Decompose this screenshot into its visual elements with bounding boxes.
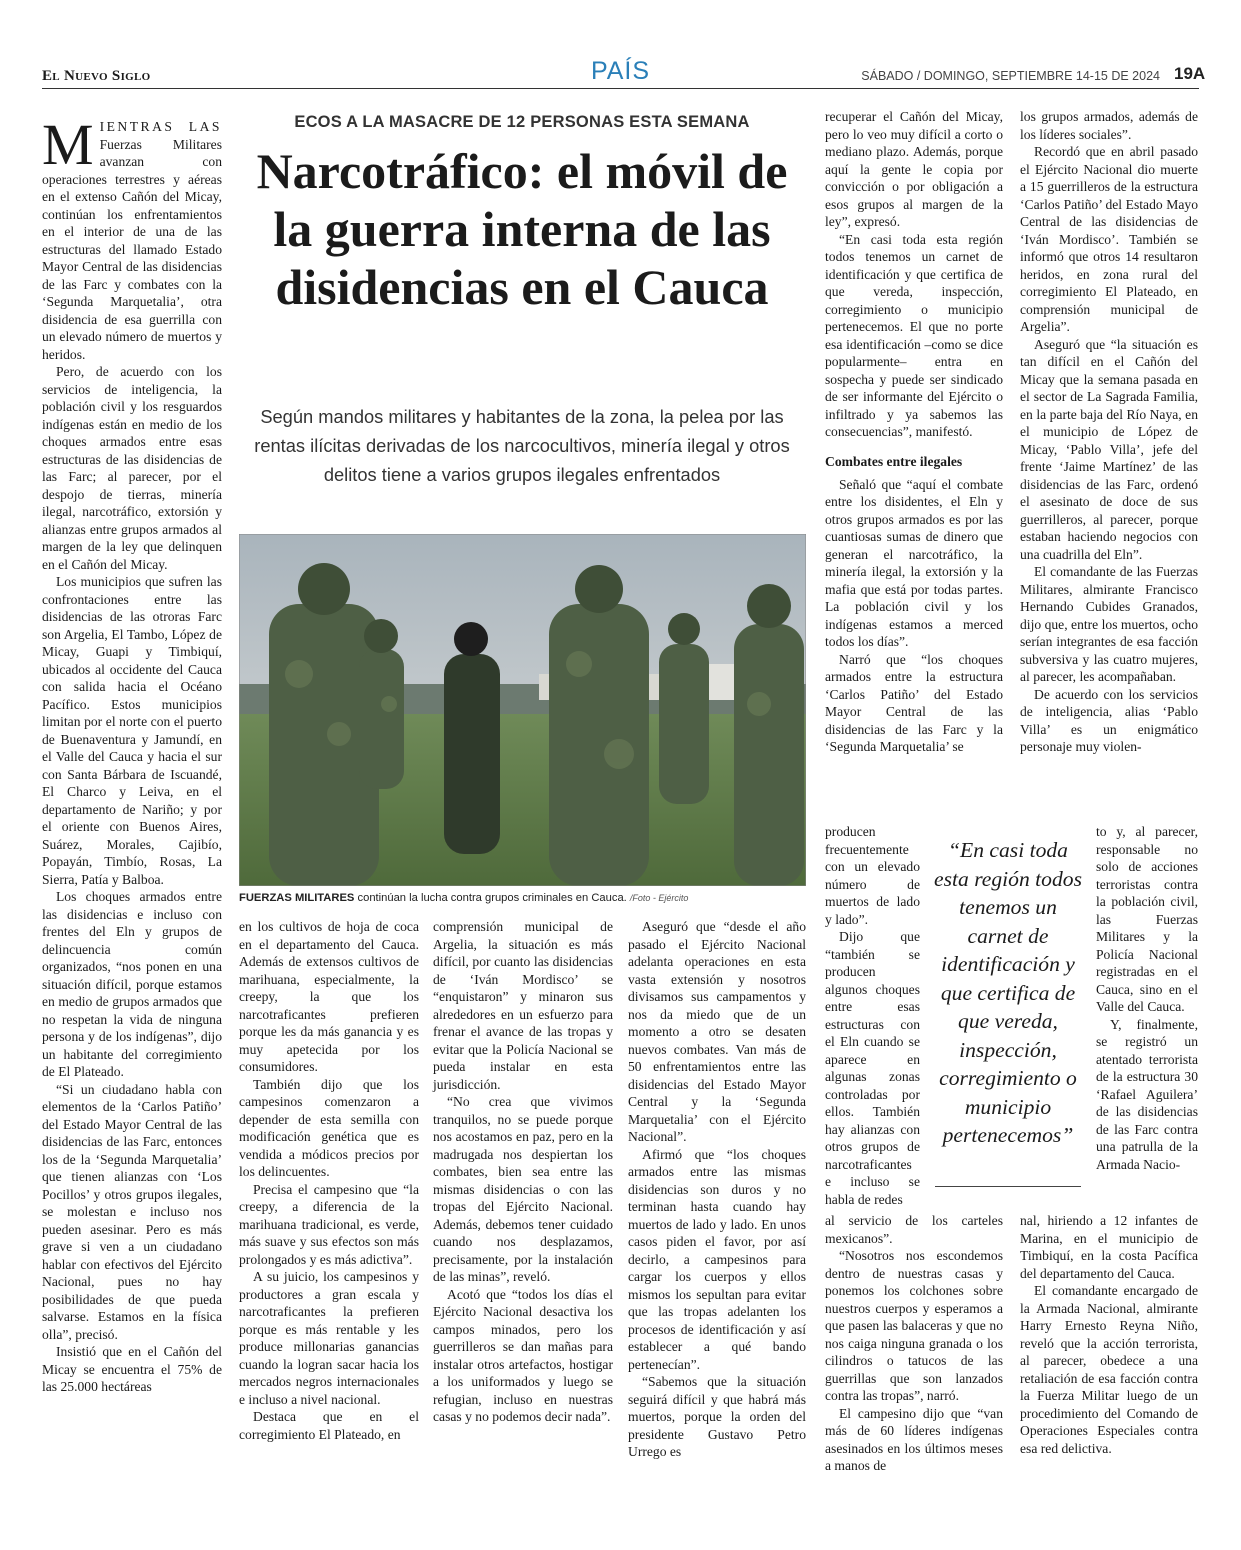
header-rule [42, 88, 1199, 89]
paragraph: recuperar el Cañón del Micay, pero lo veo muy difícil a corto o mediano plazo. Además, porque aquí la gente le copia por convicción o por obligación a esos grupos al margen de la ley”, expresó. [825, 109, 1003, 229]
dateline: SÁBADO / DOMINGO, SEPTIEMBRE 14-15 DE 2024 [861, 69, 1160, 83]
paragraph: al servicio de los carteles mexicanos”. [825, 1213, 1003, 1246]
paragraph [42, 112, 222, 363]
paragraph: El comandante encargado de la Armada Nacional, almirante Harry Ernesto Reyna Niño, reveló que la acción terrorista, al parecer, obedece a una retaliación de esa facción contra la Fuerza Militar luego de un procedimiento del Comando de Operaciones Especiales contra esa red delictiva. [1020, 1283, 1198, 1456]
paragraph: Los municipios que sufren las confrontaciones entre las disidencias de las otroras Farc son Argelia, El Tambo, López de Micay, Guapi y Timbiquí, ubicados al occidente del Cauca con salida hacia el Océano Pacífico. Estos municipios limitan por el norte con el puerto de Buenaventura y Jamundí, en el Valle del Cauca y hacia el sur con Santa Bárbara de Iscuandé, El Charco y Leiva, en el departamento de Nariño; y por el oriente con Buenos Aires, Suárez, Morales, Cajibío, Popayán, Timbío, Rosas, La Sierra, Patía y Balboa. [42, 574, 222, 887]
paragraph: en los cultivos de hoja de coca en el departamento del Cauca. Además de extensos cultivos de marihuana, especialmente, la creepy, la que los narcotraficantes prefieren porque les da más ganancia y es muy apetecida por los consumidores. [239, 919, 419, 1074]
paragraph: nal, hiriendo a 12 infantes de Marina, en el municipio de Timbiquí, en la costa Pacífica del departamento del Cauca. [1020, 1213, 1198, 1281]
paragraph: “No crea que vivimos tranquilos, no se puede porque nos acostamos en paz, pero en la madrugada nos despiertan los combates, bien sea entre las mismas disidencias o con las tropas del Ejército Nacional. Además, debemos tener cuidado cuando nos desplazamos, precisamente, por la instalación de las minas”, reveló. [433, 1094, 613, 1284]
paragraph: Destaca que en el corregimiento El Plateado, en [239, 1409, 419, 1442]
article-photo [239, 534, 806, 886]
photo-credit: /Foto - Ejército [629, 893, 689, 903]
paragraph: Aseguró que “la situación es tan difícil en el Cañón del Micay que la semana pasada en el sector de La Sagrada Familia, en la parte baja del Río Naya, en el municipio de López de Micay, ‘Pablo Villa’, jefe del frente ‘Jaime Martínez’ de las disidencias de las Farc, ordenó el asesinato de doce de sus guerrilleros, al parecer, porque estaban haciendo negocios con una cuadrilla del Eln”. [1020, 336, 1198, 562]
paragraph: “Nosotros nos escondemos dentro de nuestras casas y ponemos los colchones sobre nuestros cuerpos y esperamos a que pasen las balaceras y que no nos caiga ninguna granada o los cilindros o tatucos de las guerrillas que son lanzados contra las tropas”, narró. [825, 1248, 1003, 1403]
column-6-upper [1020, 108, 1198, 756]
paragraph: “En casi toda esta región todos tenemos un carnet de identificación y que certifica de que vereda, inspección, corregimiento o municipio pertenecemos. El que no porte esa identificación –como se dice popularmente– entra en sospecha y puede ser sindicado de ser informante del Ejército o infiltrado y ya sabemos las consecuencias”, manifestó. [825, 231, 1003, 439]
paragraph: Señaló que “aquí el combate entre los disidentes, el Eln y otros grupos armados es por las cuantiosas sumas de dinero que generan el narcotráfico, la minería ilegal, la extorsión y la mafia que está por todas partes. La población civil y los indígenas estamos a merced todos los días”. [825, 476, 1003, 649]
paragraph: Pero, de acuerdo con los servicios de inteligencia, la población civil y los resguardos indígenas están en medio de los choques armados entre esas estructuras de las disidencias de las Farc; al parecer, por el despojo de tierras, minería ilegal, narcotráfico, extorsión y alianzas entre grupos armados al margen de la ley que delinquen en el Cañón del Micay. [42, 364, 222, 572]
paragraph: “Si un ciudadano habla con elementos de la ‘Carlos Patiño’ del Estado Mayor Central de las disidencias de las Farc, entonces los de la ‘Segunda Marquetalia’ que tienen alianzas con ‘Los Pocillos’ y otros grupos ilegales, se molestan e incluso nos pueden asesinar. Pero es más grave si ven a un ciudadano hablar con efectivos del Ejército Nacional, pues no hay posibilidades de que pueda salvarse. Estamos en la física olla”, precisó. [42, 1081, 222, 1342]
pull-quote-rule [935, 1186, 1081, 1187]
paragraph: Afirmó que “los choques armados entre las mismas disidencias son duros y no terminan hasta cuando hay muertos de lado y lado. En unos casos piden el favor, por así decirlo, a campesinos para cargar los cuerpos y ellos mismos los sepultan para evitar que las tropas adelanten los procesos de identificación y así establecer a qué bando pertenecían”. [628, 1146, 806, 1372]
paragraph: los grupos armados, además de los líderes sociales”. [1020, 109, 1198, 142]
lead-caps: IENTRAS LAS [99, 119, 222, 134]
paragraph: Precisa el campesino que “la creepy, a diferencia de la marihuana tradicional, es verde, más suave y sus efectos son más prolongados y es más adictiva”. [239, 1181, 419, 1267]
column-5-upper [825, 108, 1003, 756]
caption-text: continúan la lucha contra grupos criminales en Cauca. [354, 892, 627, 904]
paragraph: Y, finalmente, se registró un atentado terrorista de la estructura 30 ‘Rafael Aguilera’ de las disidencias de las Farc contra una patrulla de la Armada Nacio- [1096, 1016, 1198, 1172]
crosshead: Combates entre ilegales [825, 453, 963, 469]
paragraph: El comandante de las Fuerzas Militares, almirante Francisco Hernando Cubides Granados, dijo que, entre los muertos, ocho serían integrantes de esa facción subversiva y las cuatro mujeres, al parecer, les acompañaban. [1020, 564, 1198, 684]
paragraph-text: Fuerzas Militares avanzan con operaciones terrestres y aéreas en el extenso Cañón del Micay, continúan los enfrentamientos en el interior de una de las estructuras del llamado Estado Mayor Central de las disidencias de las Farc y combates con la ‘Segunda Marquetalia’, otra disidencia de esa guerrilla con un elevado número de muertos y heridos. [42, 136, 222, 362]
column-5-narrow [825, 823, 920, 1208]
paragraph: A su juicio, los campesinos y productores a gran escala y narcotraficantes la prefieren porque es más rentable y les produce millonarias ganancias cuando la logran sacar hacia los mercados negros internacionales e incluso a nivel nacional. [239, 1269, 419, 1407]
paragraph: Los choques armados entre las disidencias e incluso con frentes del Eln y grupos de delincuencia común organizados, “nos ponen en una situación difícil, porque estamos en medio de grupos armados que no respetan la vida de ninguna persona y de los indígenas”, dijo un habitante del corregimiento de El Plateado. [42, 889, 222, 1079]
paragraph: “Sabemos que la situación seguirá difícil y que habrá más muertos, porque la orden del presidente Gustavo Petro Urrego es [628, 1374, 806, 1459]
kicker: ECOS A LA MASACRE DE 12 PERSONAS ESTA SEMANA [294, 113, 750, 131]
column-6-narrow [1096, 823, 1198, 1173]
caption-lead: FUERZAS MILITARES [239, 892, 355, 904]
paragraph: Recordó que en abril pasado el Ejército Nacional dio muerte a 15 guerrilleros de la estructura ‘Carlos Patiño’ del Estado Mayo Central de las disidencias de ‘Iván Mordisco’. También se informó que otros 14 resultaron heridos, en zona rural del corregimiento El Plateado, en comprensión municipal de Argelia”. [1020, 144, 1198, 334]
paragraph: También dijo que los campesinos comenzaron a depender de esta semilla con modificación genética que es vendida a módicos precios por los delincuentes. [239, 1076, 419, 1179]
paragraph: to y, al parecer, responsable no solo de acciones terroristas contra la población civil, las Fuerzas Militares y la Policía Nacional registradas en el Cauca, sino en el Valle del Cauca. [1096, 824, 1198, 1014]
paragraph: Narró que “los choques armados entre la estructura ‘Carlos Patiño’ del Estado Mayor Central de las disidencias de las Farc y la ‘Segunda Marquetalia’ se [825, 651, 1003, 754]
paragraph: Insistió que en el Cañón del Micay se encuentra el 75% de las 25.000 hectáreas [42, 1344, 222, 1394]
column-2 [239, 918, 419, 1443]
pull-quote: “En casi toda esta región todos tenemos un carnet de identificación y que certifica de que vereda, inspección, corregimiento o municipio pertenecemos” [934, 838, 1082, 1147]
paragraph: Acotó que “todos los días el Ejército Nacional desactiva los campos minados, pero los guerrilleros se dan mañas para instalar otros artefactos, hostigar a los uniformados y luego se refugian, incluso en nuestras casas y no podemos decir nada”. [433, 1286, 613, 1424]
section-label: PAÍS [590, 57, 651, 85]
column-6-lower [1020, 1212, 1198, 1457]
paragraph: comprensión municipal de Argelia, la situación es más difícil, por cuanto las disidencias de ‘Iván Mordisco’ se “enquistaron” y minaron sus alrededores en un esfuerzo para frenar el avance de las tropas y evitar que la Policía Nacional se pueda instalar en esta jurisdicción. [433, 919, 613, 1092]
paragraph: Aseguró que “desde el año pasado el Ejército Nacional adelanta operaciones en esta vasta extensión y nosotros divisamos sus campamentos y nos da miedo que de un momento a otro se desaten nuevos combates. Van más de 50 enfrentamientos entre las disidencias del Estado Mayor Central y la ‘Segunda Marquetalia’ con el Ejército Nacional”. [628, 919, 806, 1144]
paragraph: producen frecuentemente con un elevado número de muertos de lado y lado”. [825, 824, 920, 927]
paragraph: El campesino dijo que “van más de 60 líderes indígenas asesinados en los últimos meses a manos de [825, 1405, 1003, 1473]
photo-caption [239, 892, 806, 904]
masthead: El Nuevo Siglo [42, 68, 151, 84]
headline: Narcotráfico: el móvil de la guerra interna de las disidencias en el Cauca [256, 143, 788, 315]
subheadline: Según mandos militares y habitantes de la zona, la pelea por las rentas ilícitas derivadas de los narcocultivos, minería ilegal y otros delitos tiene a varios grupos ilegales enfrentados [254, 406, 790, 485]
page-number: 19A [1174, 64, 1206, 83]
column-3 [433, 918, 613, 1426]
drop-cap: M [42, 112, 94, 177]
paragraph: De acuerdo con los servicios de inteligencia, alias ‘Pablo Villa’ es un enigmático personaje muy violen- [1020, 686, 1198, 754]
paragraph: Dijo que “también se producen algunos choques entre esas estructuras con el Eln cuando se aparece en algunas zonas controladas por ellos. También hay alianzas con otros grupos de narcotraficantes e incluso se habla de redes [825, 929, 920, 1207]
column-5-lower [825, 1212, 1003, 1475]
column-4-lower [628, 918, 806, 1461]
column-1 [42, 112, 222, 1396]
